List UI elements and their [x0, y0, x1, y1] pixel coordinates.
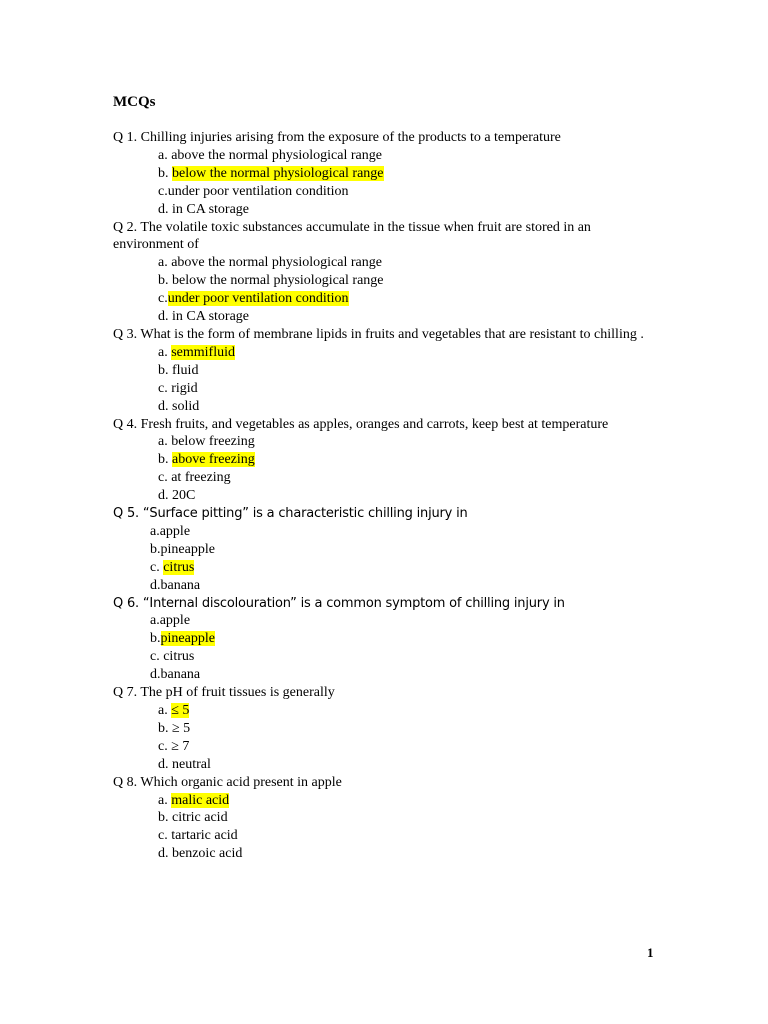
highlighted-answer: ≤ 5: [171, 703, 190, 718]
option-c: c. citrus: [150, 649, 195, 665]
option-a: a. above the normal physiological range: [158, 147, 382, 163]
option-d: d. in CA storage: [158, 309, 249, 325]
highlighted-answer: pineapple: [160, 631, 215, 647]
option-d: d. solid: [158, 398, 200, 414]
option-c: c. at freezing: [158, 470, 231, 486]
question-text: Q 1. Chilling injuries arising from the exposure of the products to a temperature: [113, 130, 561, 145]
option-c: c.under poor ventilation condition: [158, 291, 349, 307]
question-list: [113, 129, 653, 863]
option-a: a.apple: [150, 523, 191, 539]
option-d: d. neutral: [158, 756, 211, 772]
option-d: d. in CA storage: [158, 201, 249, 217]
question-1: [113, 129, 653, 219]
option-b: b.pineapple: [150, 541, 215, 557]
highlighted-answer: malic acid: [171, 792, 230, 808]
page-title: MCQs: [113, 94, 156, 110]
option-d: d.banana: [150, 577, 201, 593]
option-b: b. citric acid: [158, 810, 228, 826]
question-3: [113, 326, 653, 416]
option-a: a. above the normal physiological range: [158, 255, 382, 271]
question-6: [113, 595, 653, 685]
question-text: Q 7. The pH of fruit tissues is generally: [113, 685, 335, 701]
option-b: b. fluid: [158, 362, 199, 378]
question-text: Q 8. Which organic acid present in apple: [113, 774, 342, 790]
question-7: [113, 684, 653, 774]
question-text: Q 2. The volatile toxic substances accumulate in the tissue when fruit are stored in an environment of: [113, 219, 591, 253]
page-number: 1: [647, 945, 654, 960]
option-a: a.apple: [150, 613, 191, 629]
option-a: a. ≤ 5: [158, 703, 190, 718]
option-b: b. ≥ 5: [158, 720, 191, 736]
highlighted-answer: below the normal physiological range: [172, 165, 384, 181]
option-a: a. semmifluid: [158, 344, 235, 360]
question-8: [113, 774, 653, 864]
highlighted-answer: above freezing: [172, 452, 255, 468]
option-d: d. benzoic acid: [158, 846, 243, 862]
option-b: b. below the normal physiological range: [158, 165, 384, 181]
question-text: Q 4. Fresh fruits, and vegetables as apples, oranges and carrots, keep best at temperature: [113, 416, 609, 432]
option-c: c. citrus: [150, 559, 195, 575]
question-text: Q 6. “Internal discolouration” is a common symptom of chilling injury in: [113, 595, 565, 611]
option-b: b. above freezing: [158, 452, 255, 468]
option-a: a. malic acid: [158, 792, 230, 808]
option-d: d. 20C: [158, 488, 196, 504]
option-d: d.banana: [150, 667, 201, 683]
option-b: b.pineapple: [150, 631, 215, 647]
question-text: Q 3. What is the form of membrane lipids in fruits and vegetables that are resistant to chilling .: [113, 326, 644, 342]
option-b: b. below the normal physiological range: [158, 273, 384, 289]
option-c: c. rigid: [158, 380, 198, 396]
question-5: [113, 505, 653, 595]
question-2: [113, 219, 653, 326]
option-c: c.under poor ventilation condition: [158, 183, 349, 199]
highlighted-answer: semmifluid: [171, 344, 235, 360]
question-4: [113, 416, 653, 506]
option-c: c. ≥ 7: [158, 738, 190, 754]
highlighted-answer: under poor ventilation condition: [167, 291, 349, 307]
question-text: Q 5. “Surface pitting” is a characteristic chilling injury in: [113, 506, 468, 522]
highlighted-answer: citrus: [163, 559, 195, 575]
option-a: a. below freezing: [158, 434, 255, 450]
option-c: c. tartaric acid: [158, 828, 238, 844]
